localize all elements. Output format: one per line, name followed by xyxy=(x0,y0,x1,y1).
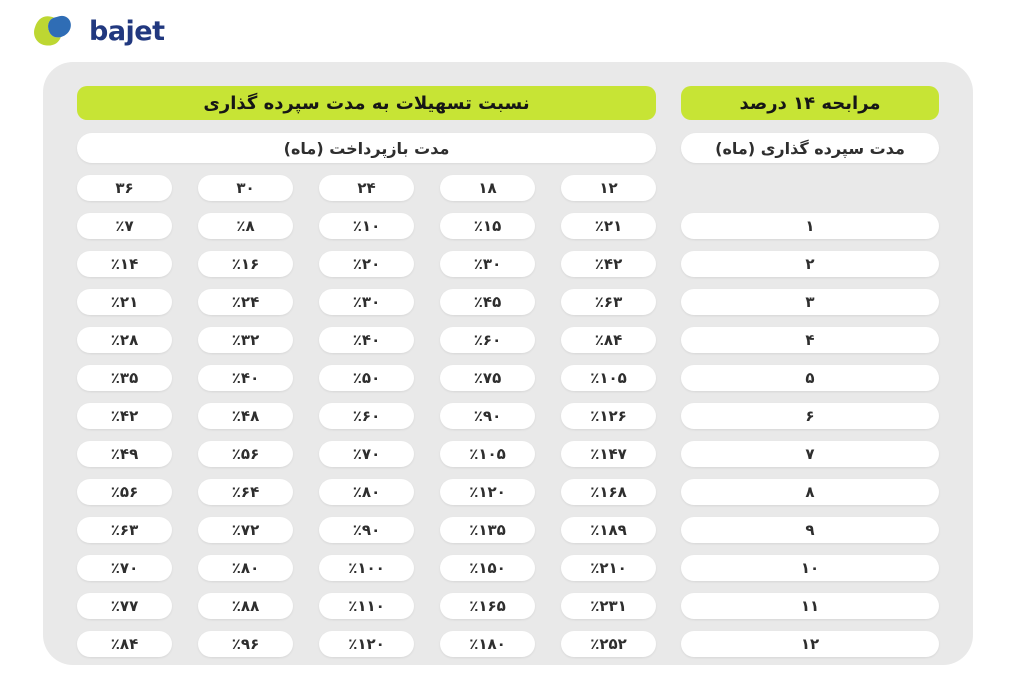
ratio-cell: ٪۸۴ xyxy=(561,327,656,353)
deposit-month-row: ۶ xyxy=(681,403,939,429)
ratio-cell: ٪۱۲۰ xyxy=(440,479,535,505)
ratio-cell: ٪۲۱ xyxy=(77,289,172,315)
repayment-month-header: ۳۶ xyxy=(77,175,172,201)
deposit-month-row: ۳ xyxy=(681,289,939,315)
ratio-cell: ٪۱۵ xyxy=(440,213,535,239)
ratio-cell: ٪۲۱۰ xyxy=(561,555,656,581)
ratio-cell: ٪۳۰ xyxy=(319,289,414,315)
ratio-cell: ٪۱۳۵ xyxy=(440,517,535,543)
deposit-month-row: ۱۲ xyxy=(681,631,939,657)
ratio-header: نسبت تسهیلات به مدت سپرده گذاری xyxy=(77,86,656,120)
ratio-cell: ٪۱۱۰ xyxy=(319,593,414,619)
ratio-cell: ٪۳۵ xyxy=(77,365,172,391)
ratio-cell: ٪۷۲ xyxy=(198,517,293,543)
ratio-cell: ٪۵۶ xyxy=(198,441,293,467)
deposit-month-row: ۱ xyxy=(681,213,939,239)
ratio-cell: ٪۴۰ xyxy=(198,365,293,391)
deposit-month-row: ۹ xyxy=(681,517,939,543)
rates-card xyxy=(43,62,973,665)
ratio-cell: ٪۱۰۵ xyxy=(440,441,535,467)
ratio-table xyxy=(77,86,656,665)
ratio-cell: ٪۸ xyxy=(198,213,293,239)
deposit-month-row: ۴ xyxy=(681,327,939,353)
ratio-cell: ٪۷۰ xyxy=(319,441,414,467)
ratio-cell: ٪۴۸ xyxy=(198,403,293,429)
ratio-cell: ٪۱۰۵ xyxy=(561,365,656,391)
ratio-cell: ٪۲۰ xyxy=(319,251,414,277)
ratio-cell: ٪۵۰ xyxy=(319,365,414,391)
repayment-month-header: ۱۸ xyxy=(440,175,535,201)
deposit-month-row: ۲ xyxy=(681,251,939,277)
ratio-cell: ٪۹۰ xyxy=(319,517,414,543)
ratio-cell: ٪۷ xyxy=(77,213,172,239)
bajet-logo-icon xyxy=(30,13,84,51)
deposit-month-row: ۱۱ xyxy=(681,593,939,619)
ratio-grid xyxy=(77,175,656,657)
ratio-cell: ٪۸۰ xyxy=(198,555,293,581)
ratio-cell: ٪۱۵۰ xyxy=(440,555,535,581)
ratio-cell: ٪۸۰ xyxy=(319,479,414,505)
ratio-cell: ٪۱۰ xyxy=(319,213,414,239)
ratio-cell: ٪۴۵ xyxy=(440,289,535,315)
ratio-cell: ٪۴۹ xyxy=(77,441,172,467)
ratio-cell: ٪۱۶ xyxy=(198,251,293,277)
ratio-cell: ٪۷۰ xyxy=(77,555,172,581)
bajet-logo xyxy=(30,12,165,52)
deposit-month-row: ۱۰ xyxy=(681,555,939,581)
ratio-cell: ٪۳۰ xyxy=(440,251,535,277)
ratio-cell: ٪۶۰ xyxy=(440,327,535,353)
ratio-cell: ٪۷۵ xyxy=(440,365,535,391)
ratio-cell: ٪۱۰۰ xyxy=(319,555,414,581)
deposit-month-row: ۸ xyxy=(681,479,939,505)
deposit-month-row: ۷ xyxy=(681,441,939,467)
ratio-cell: ٪۱۲۰ xyxy=(319,631,414,657)
ratio-cell: ٪۱۶۸ xyxy=(561,479,656,505)
repayment-month-header: ۳۰ xyxy=(198,175,293,201)
ratio-cell: ٪۹۰ xyxy=(440,403,535,429)
ratio-cell: ٪۶۴ xyxy=(198,479,293,505)
bajet-logo-text: bajet xyxy=(89,16,165,47)
deposit-table xyxy=(681,86,939,665)
ratio-cell: ٪۱۴ xyxy=(77,251,172,277)
ratio-cell: ٪۱۸۹ xyxy=(561,517,656,543)
ratio-cell: ٪۶۰ xyxy=(319,403,414,429)
ratio-cell: ٪۱۶۵ xyxy=(440,593,535,619)
ratio-cell: ٪۲۳۱ xyxy=(561,593,656,619)
ratio-cell: ٪۱۸۰ xyxy=(440,631,535,657)
ratio-cell: ٪۳۲ xyxy=(198,327,293,353)
ratio-cell: ٪۹۶ xyxy=(198,631,293,657)
ratio-cell: ٪۷۷ xyxy=(77,593,172,619)
ratio-cell: ٪۲۱ xyxy=(561,213,656,239)
ratio-cell: ٪۵۶ xyxy=(77,479,172,505)
ratio-cell: ٪۲۴ xyxy=(198,289,293,315)
repayment-month-header: ۲۴ xyxy=(319,175,414,201)
ratio-cell: ٪۸۸ xyxy=(198,593,293,619)
ratio-cell: ٪۶۳ xyxy=(77,517,172,543)
ratio-cell: ٪۸۴ xyxy=(77,631,172,657)
ratio-cell: ٪۱۴۷ xyxy=(561,441,656,467)
repayment-month-header: ۱۲ xyxy=(561,175,656,201)
murabaha-rate-header: مرابحه ۱۴ درصد xyxy=(681,86,939,120)
ratio-cell: ٪۶۳ xyxy=(561,289,656,315)
repayment-months-subheader: مدت بازپرداخت (ماه) xyxy=(77,133,656,163)
ratio-cell: ٪۲۵۲ xyxy=(561,631,656,657)
ratio-cell: ٪۴۲ xyxy=(561,251,656,277)
ratio-cell: ٪۲۸ xyxy=(77,327,172,353)
deposit-months-subheader: مدت سپرده گذاری (ماه) xyxy=(681,133,939,163)
ratio-cell: ٪۴۰ xyxy=(319,327,414,353)
deposit-month-row: ۵ xyxy=(681,365,939,391)
ratio-cell: ٪۱۲۶ xyxy=(561,403,656,429)
deposit-month-rows xyxy=(681,213,939,657)
ratio-cell: ٪۴۲ xyxy=(77,403,172,429)
